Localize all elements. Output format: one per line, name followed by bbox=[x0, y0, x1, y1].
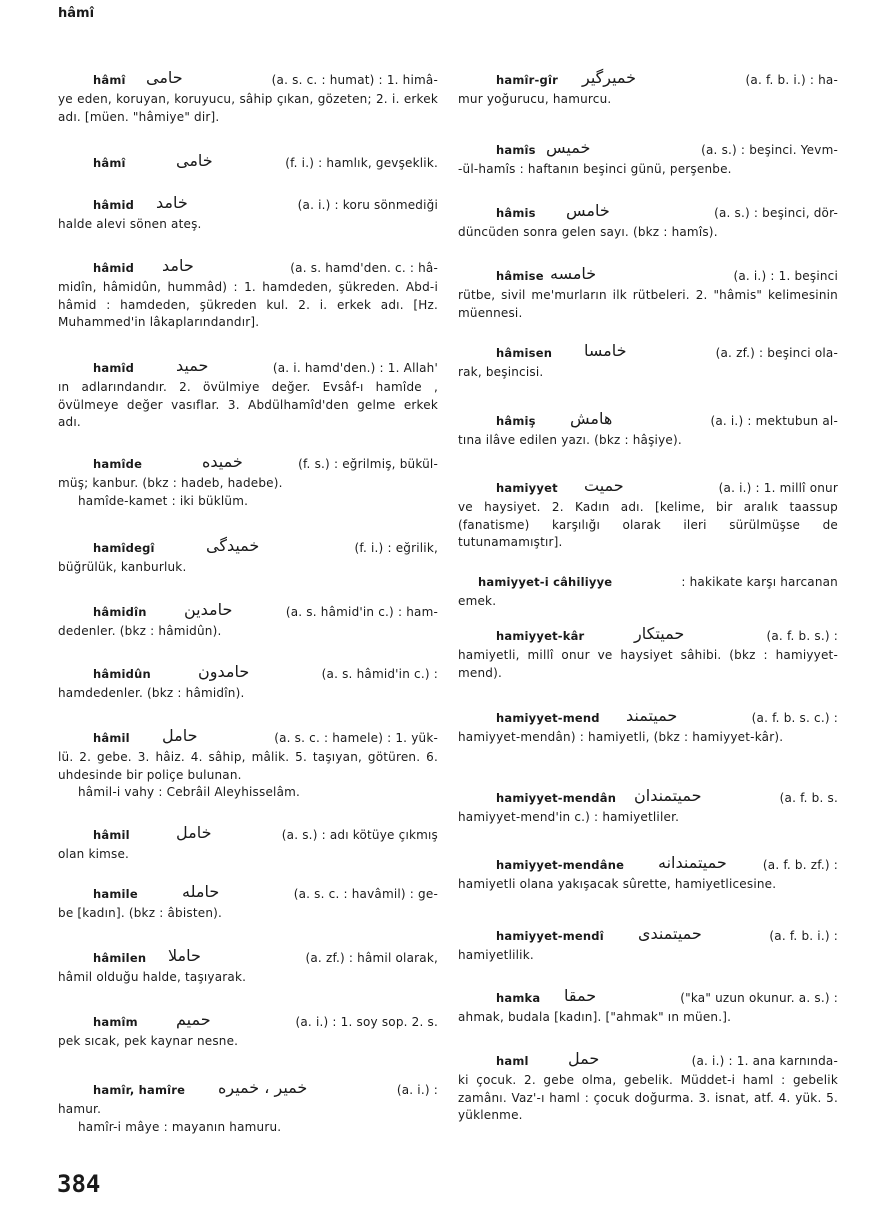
definition-text: be [kadın]. (bkz : âbisten). bbox=[58, 906, 223, 920]
dictionary-entry bbox=[58, 1010, 438, 1051]
arabic-script: خامل bbox=[176, 823, 212, 842]
entry-head-line bbox=[58, 1010, 438, 1033]
grammar-info: (a. i.) : 1. soy sop. 2. s. bbox=[295, 1015, 438, 1029]
definition-text: lü. 2. gebe. 3. hâiz. 4. sâhip, mâlik. 5. taşıyan, götüren. 6. uhdesinde bir poliçe bulunan. bbox=[58, 750, 438, 782]
definition-text: ve haysiyet. 2. Kadın adı. [kelime, bir aralık taassup (fanatisme) karşılığı olarak ileri sürülmüşse de tutunamamıştır]. bbox=[458, 500, 838, 549]
running-head: hâmî bbox=[58, 6, 95, 21]
dictionary-entry bbox=[458, 624, 838, 682]
dictionary-entry bbox=[58, 452, 438, 510]
entry-head-line bbox=[458, 341, 838, 364]
definition-text: rak, beşincisi. bbox=[458, 365, 544, 379]
definition-text: ahmak, budala [kadın]. ["ahmak" ın müen.]. bbox=[458, 1010, 732, 1024]
headword: hamîr, hamîre bbox=[93, 1083, 186, 1097]
entry-head-line bbox=[458, 924, 838, 947]
headword: hamîd bbox=[93, 361, 135, 375]
grammar-info: (a. zf.) : beşinci ola- bbox=[715, 346, 838, 360]
arabic-script: حامدون bbox=[198, 662, 250, 681]
entry-head-line bbox=[458, 574, 838, 593]
grammar-info: (a. s. hâmid'in c.) : bbox=[321, 667, 438, 681]
arabic-script: خميس bbox=[546, 138, 591, 157]
definition-text: hamiyetli olana yakışacak sûrette, hamiyetlicesine. bbox=[458, 877, 777, 891]
headword: hâmilen bbox=[93, 951, 147, 965]
headword: hâmisen bbox=[496, 346, 553, 360]
entry-head-line bbox=[458, 138, 838, 161]
definition-text: hamiyetli, millî onur ve haysiyet sâhibi. (bkz : hamiyyet-mend). bbox=[458, 648, 838, 680]
grammar-info: (a. i.) : bbox=[396, 1083, 438, 1097]
dictionary-entry bbox=[458, 1049, 838, 1125]
grammar-info: (a. f. b. s. bbox=[779, 791, 838, 805]
entry-head-line bbox=[458, 409, 838, 432]
page-number: 384 bbox=[57, 1170, 101, 1198]
definition-text: halde alevi sönen ateş. bbox=[58, 217, 202, 231]
grammar-info: (f. s.) : eğrilmiş, bükül- bbox=[298, 457, 438, 471]
grammar-info: (a. i. hamd'den.) : 1. Allah' bbox=[272, 361, 438, 375]
headword: hamiyyet bbox=[496, 481, 558, 495]
dictionary-entry bbox=[58, 726, 438, 802]
headword: hâmil bbox=[93, 828, 130, 842]
grammar-info: (a. s. c. : havâmil) : ge- bbox=[293, 887, 438, 901]
entry-head-line bbox=[458, 786, 838, 809]
arabic-script: حامد bbox=[162, 256, 194, 275]
entry-head-line bbox=[458, 986, 838, 1009]
dictionary-entry bbox=[58, 823, 438, 864]
headword: hâmil bbox=[93, 731, 130, 745]
entry-head-line bbox=[458, 476, 838, 499]
dictionary-entry bbox=[58, 662, 438, 703]
grammar-info: (a. s. c. : humat) : 1. himâ- bbox=[271, 73, 438, 87]
definition-text: hamiyetlilik. bbox=[458, 948, 534, 962]
headword: hamîdegî bbox=[93, 541, 155, 555]
definition-text: büğrülük, kanburluk. bbox=[58, 560, 187, 574]
dictionary-entry bbox=[458, 476, 838, 552]
grammar-info: (a. i.) : mektubun al- bbox=[710, 414, 838, 428]
arabic-script: حامدين bbox=[184, 600, 233, 619]
arabic-script: حامل bbox=[162, 726, 198, 745]
headword: hâmid bbox=[93, 198, 135, 212]
headword: hamiyyet-mend bbox=[496, 711, 600, 725]
definition-text: hamiyyet-mendân) : hamiyetli, (bkz : hamiyyet-kâr). bbox=[458, 730, 784, 744]
entry-head-line bbox=[458, 68, 838, 91]
grammar-info: (a. f. b. i.) : bbox=[769, 929, 838, 943]
entry-head-line bbox=[58, 662, 438, 685]
arabic-script: حميتمندانه bbox=[658, 853, 727, 872]
grammar-info: (a. zf.) : hâmil olarak, bbox=[305, 951, 438, 965]
dictionary-entry bbox=[458, 138, 838, 179]
grammar-info: (a. f. b. zf.) : bbox=[762, 858, 838, 872]
definition-text: olan kimse. bbox=[58, 847, 130, 861]
grammar-info: (a. s.) : beşinci, dör- bbox=[714, 206, 838, 220]
dictionary-entry bbox=[58, 356, 438, 432]
headword: hâmidûn bbox=[93, 667, 151, 681]
headword: hâmî bbox=[93, 156, 126, 170]
grammar-info: (f. i.) : hamlık, gevşeklik. bbox=[285, 156, 438, 170]
arabic-script: حميتمندان bbox=[634, 786, 702, 805]
definition-text: tına ilâve edilen yazı. (bkz : hâşiye). bbox=[458, 433, 682, 447]
headword: hamile bbox=[93, 887, 138, 901]
grammar-info: (a. i.) : koru sönmediği bbox=[297, 198, 438, 212]
headword: hamka bbox=[496, 991, 541, 1005]
dictionary-entry bbox=[458, 201, 838, 242]
arabic-script: خامسه bbox=[550, 264, 597, 283]
arabic-script: حميتكار bbox=[634, 624, 685, 643]
grammar-info: (a. f. b. s. c.) : bbox=[751, 711, 838, 725]
arabic-script: خامى bbox=[176, 151, 213, 170]
dictionary-entry bbox=[458, 853, 838, 894]
arabic-script: حميتمند bbox=[626, 706, 678, 725]
dictionary-entry bbox=[58, 882, 438, 923]
arabic-script: خمير ، خميره bbox=[218, 1078, 308, 1097]
grammar-info: (a. i.) : 1. ana karnında- bbox=[691, 1054, 838, 1068]
dictionary-entry bbox=[58, 1078, 438, 1136]
definition-text: rütbe, sivil me'murların ilk rütbeleri. 2. "hâmis" kelimesinin müennesi. bbox=[458, 288, 838, 320]
definition-text: mur yoğurucu, hamurcu. bbox=[458, 92, 612, 106]
dictionary-entry bbox=[58, 256, 438, 332]
dictionary-entry bbox=[58, 193, 438, 234]
headword: hâmid bbox=[93, 261, 135, 275]
definition-text: emek. bbox=[458, 594, 497, 608]
definition-text: hamur. bbox=[58, 1102, 102, 1116]
grammar-info: (a. s. hâmid'in c.) : ham- bbox=[285, 605, 438, 619]
arabic-script: خميده bbox=[202, 452, 243, 471]
definition-text: hâmil olduğu halde, taşıyarak. bbox=[58, 970, 247, 984]
sub-entry: hamîr-i mâye : mayanın hamuru. bbox=[78, 1119, 282, 1134]
headword: hamiyyet-mendâne bbox=[496, 858, 625, 872]
grammar-info: (a. f. b. i.) : ha- bbox=[745, 73, 838, 87]
entry-head-line bbox=[58, 256, 438, 279]
headword: hamiyyet-kâr bbox=[496, 629, 585, 643]
headword: hamiyyet-i câhiliyye bbox=[478, 575, 613, 589]
entry-head-line bbox=[58, 536, 438, 559]
entry-head-line bbox=[58, 1078, 438, 1101]
dictionary-entry bbox=[458, 986, 838, 1027]
entry-head-line bbox=[58, 823, 438, 846]
dictionary-entry bbox=[458, 68, 838, 109]
entry-head-line bbox=[458, 853, 838, 876]
grammar-info: ("ka" uzun okunur. a. s.) : bbox=[680, 991, 838, 1005]
definition-text: dedenler. (bkz : hâmidûn). bbox=[58, 624, 222, 638]
entry-head-line bbox=[58, 946, 438, 969]
arabic-script: حميت bbox=[584, 476, 624, 495]
arabic-script: حاملا bbox=[168, 946, 201, 965]
dictionary-entry bbox=[458, 409, 838, 450]
arabic-script: خامس bbox=[566, 201, 610, 220]
grammar-info: (a. s.) : beşinci. Yevm- bbox=[701, 143, 838, 157]
grammar-info: (a. i.) : 1. millî onur bbox=[718, 481, 838, 495]
definition-text: midîn, hâmidûn, hummâd) : 1. hamdeden, şükreden. Abd-i hâmid : hamdeden, şükreden kul. 2. i. erkek adı. [Hz. Muhammed'in lâkaplarındandır]. bbox=[58, 280, 438, 329]
entry-head-line bbox=[458, 1049, 838, 1072]
headword: hamîr-gîr bbox=[496, 73, 558, 87]
entry-head-line bbox=[458, 624, 838, 647]
headword: haml bbox=[496, 1054, 529, 1068]
entry-head-line bbox=[458, 264, 838, 287]
dictionary-entry bbox=[458, 341, 838, 382]
headword: hâmiş bbox=[496, 414, 536, 428]
dictionary-entry bbox=[458, 924, 838, 965]
arabic-script: حمل bbox=[568, 1049, 600, 1068]
grammar-info: (a. s.) : adı kötüye çıkmış bbox=[281, 828, 438, 842]
entry-head-line bbox=[58, 356, 438, 379]
arabic-script: خميرگير bbox=[582, 68, 637, 87]
definition-text: ye eden, koruyan, koruyucu, sâhip çıkan, gözeten; 2. i. erkek adı. [müen. "hâmiye" dir]. bbox=[58, 92, 438, 124]
headword: hamîm bbox=[93, 1015, 138, 1029]
sub-entry: hâmil-i vahy : Cebrâil Aleyhisselâm. bbox=[78, 785, 301, 799]
grammar-info: (a. s. hamd'den. c. : hâ- bbox=[290, 261, 438, 275]
arabic-script: حميد bbox=[176, 356, 209, 375]
sub-entry: hamîde-kamet : iki büklüm. bbox=[78, 493, 249, 508]
dictionary-entry bbox=[458, 574, 838, 611]
arabic-script: خميدگى bbox=[206, 536, 260, 555]
entry-head-line bbox=[458, 706, 838, 729]
entry-head-line bbox=[58, 882, 438, 905]
entry-head-line bbox=[458, 201, 838, 224]
arabic-script: حامى bbox=[146, 68, 183, 87]
grammar-info: (a. i.) : 1. beşinci bbox=[733, 269, 838, 283]
definition-text: -ül-hamîs : haftanın beşinci günü, perşenbe. bbox=[458, 162, 732, 176]
arabic-script: خامسا bbox=[584, 341, 627, 360]
arabic-script: حامله bbox=[182, 882, 220, 901]
definition-text: düncüden sonra gelen sayı. (bkz : hamîs). bbox=[458, 225, 718, 239]
entry-head-line bbox=[58, 151, 438, 174]
grammar-info: : hakikate karşı harcanan bbox=[681, 575, 838, 589]
headword: hâmise bbox=[496, 269, 544, 283]
entry-head-line bbox=[58, 726, 438, 749]
headword: hamiyyet-mendî bbox=[496, 929, 604, 943]
headword: hamiyyet-mendân bbox=[496, 791, 617, 805]
grammar-info: (a. f. b. s.) : bbox=[766, 629, 838, 643]
dictionary-entry bbox=[458, 264, 838, 322]
arabic-script: حميتمندى bbox=[638, 924, 702, 943]
definition-text: ki çocuk. 2. gebe olma, gebelik. Müddet-i haml : gebelik zamânı. Vaz'-ı haml : çocuk doğurma. 3. isnat, atf. 4. yük. 5. yüklenme. bbox=[458, 1073, 838, 1122]
arabic-script: هامش bbox=[570, 409, 613, 428]
headword: hâmis bbox=[496, 206, 536, 220]
definition-text: pek sıcak, pek kaynar nesne. bbox=[58, 1034, 239, 1048]
dictionary-entry bbox=[58, 600, 438, 641]
headword: hâmî bbox=[93, 73, 126, 87]
definition-text: hamdedenler. (bkz : hâmidîn). bbox=[58, 686, 245, 700]
headword: hamîs bbox=[496, 143, 536, 157]
dictionary-entry bbox=[58, 68, 438, 126]
definition-text: müş; kanbur. (bkz : hadeb, hadebe). bbox=[58, 476, 283, 490]
definition-text: ın adlarındandır. 2. övülmiye değer. Evsâf-ı hamîde , övülmeye değer vasıflar. 3. Abdülhamîd'den gelme erkek adı. bbox=[58, 380, 438, 429]
arabic-script: حمقا bbox=[564, 986, 597, 1005]
arabic-script: خامد bbox=[156, 193, 188, 212]
dictionary-entry bbox=[58, 536, 438, 577]
grammar-info: (f. i.) : eğrilik, bbox=[354, 541, 438, 555]
entry-head-line bbox=[58, 193, 438, 216]
definition-text: hamiyyet-mend'in c.) : hamiyetliler. bbox=[458, 810, 680, 824]
dictionary-entry bbox=[458, 706, 838, 747]
arabic-script: حميم bbox=[176, 1010, 211, 1029]
entry-head-line bbox=[58, 600, 438, 623]
grammar-info: (a. s. c. : hamele) : 1. yük- bbox=[274, 731, 438, 745]
headword: hâmidîn bbox=[93, 605, 147, 619]
entry-head-line bbox=[58, 452, 438, 475]
headword: hamîde bbox=[93, 457, 143, 471]
entry-head-line bbox=[58, 68, 438, 91]
dictionary-entry bbox=[458, 786, 838, 827]
dictionary-entry bbox=[58, 151, 438, 174]
dictionary-entry bbox=[58, 946, 438, 987]
